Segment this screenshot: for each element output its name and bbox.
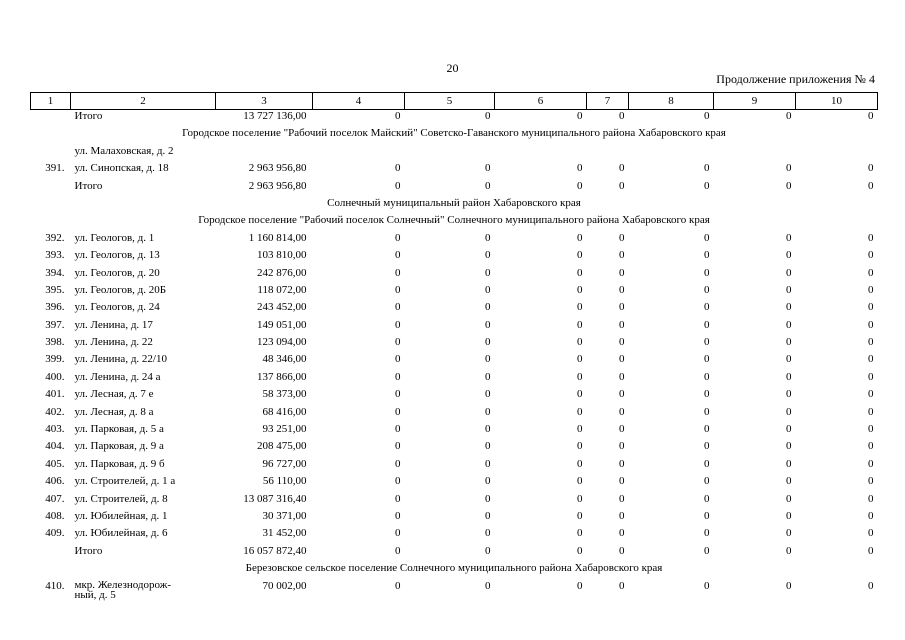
address-cell: ул. Юбилейная, д. 1 [74,509,168,522]
value-cell [495,145,587,162]
value-cell: 0 [619,283,625,296]
value-cell [405,145,495,162]
value-cell: 0 [485,336,491,349]
value-cell: 0 [577,266,583,279]
section-heading: Городское поселение "Рабочий поселок Солнечный" Солнечного муниципального района Хабаровского края [198,214,710,227]
table-row [31,371,878,388]
table-row [31,458,878,475]
address-cell: Итого [74,110,103,122]
table-row [31,319,878,336]
amount-cell: 1 160 814,00 [248,231,307,244]
row-number: 391. [45,162,65,175]
table-row [31,162,878,179]
value-cell: 0 [786,457,792,470]
value-cell: 0 [868,509,874,522]
value-cell: 0 [786,318,792,331]
table-row [31,493,878,510]
value-cell: 0 [704,457,710,470]
value-cell: 0 [395,283,401,296]
value-cell: 0 [786,492,792,505]
address-cell: Итого [74,179,103,192]
value-cell: 0 [868,266,874,279]
table-row [31,284,878,301]
address-cell: ул. Парковая, д. 9 а [74,440,164,453]
value-cell: 0 [786,162,792,175]
value-cell: 0 [619,423,625,436]
value-cell: 0 [577,249,583,262]
row-number: 398. [45,336,65,349]
value-cell: 0 [786,509,792,522]
amount-cell: 48 346,00 [262,353,307,366]
value-cell: 0 [786,283,792,296]
section-heading: Городское поселение "Рабочий поселок Майский" Советско-Гаванского муниципального района Хабаровского края [182,127,726,140]
value-cell: 0 [485,283,491,296]
value-cell: 0 [577,110,583,122]
value-cell: 0 [577,492,583,505]
value-cell: 0 [868,353,874,366]
value-cell: 0 [395,544,401,557]
value-cell: 0 [395,249,401,262]
value-cell: 0 [395,336,401,349]
value-cell: 0 [704,249,710,262]
table-row [31,267,878,284]
table-row [31,475,878,492]
value-cell: 0 [485,579,491,592]
section-heading-row [31,197,878,214]
amount-cell: 93 251,00 [262,423,307,436]
amount-cell: 16 057 872,40 [243,544,307,557]
row-number: 394. [45,266,65,279]
value-cell: 0 [577,388,583,401]
amount-cell [216,145,313,162]
table-row [31,353,878,370]
value-cell: 0 [619,231,625,244]
table-row [31,301,878,318]
value-cell: 0 [868,388,874,401]
row-number [31,545,71,562]
value-cell: 0 [577,457,583,470]
table-row [31,232,878,249]
table-row [31,336,878,353]
value-cell: 0 [868,457,874,470]
value-cell: 0 [619,318,625,331]
value-cell: 0 [485,405,491,418]
value-cell: 0 [485,301,491,314]
value-cell: 0 [786,179,792,192]
value-cell: 0 [704,283,710,296]
value-cell: 0 [485,162,491,175]
value-cell: 0 [577,423,583,436]
value-cell: 0 [619,544,625,557]
address-cell: ул. Геологов, д. 24 [74,301,160,314]
header-cell: 10 [796,93,878,110]
value-cell: 0 [577,231,583,244]
value-cell: 0 [485,492,491,505]
row-number [31,110,71,128]
amount-cell: 13 087 316,40 [243,492,307,505]
value-cell [629,145,714,162]
table-row [31,388,878,405]
value-cell: 0 [395,266,401,279]
value-cell: 0 [704,492,710,505]
value-cell: 0 [704,266,710,279]
value-cell: 0 [485,231,491,244]
value-cell: 0 [395,231,401,244]
value-cell: 0 [577,162,583,175]
table-row [31,510,878,527]
table-row [31,527,878,544]
header-cell: 4 [313,93,405,110]
address-cell: ул. Лесная, д. 7 е [74,388,154,401]
value-cell: 0 [619,509,625,522]
value-cell: 0 [395,509,401,522]
section-heading: Солнечный муниципальный район Хабаровского края [327,196,581,209]
value-cell: 0 [619,579,625,592]
value-cell: 0 [485,527,491,540]
value-cell: 0 [786,266,792,279]
value-cell: 0 [485,457,491,470]
amount-cell: 103 810,00 [257,249,307,262]
amount-cell: 118 072,00 [257,283,307,296]
amount-cell: 242 876,00 [257,266,307,279]
row-number [31,145,71,162]
value-cell: 0 [786,440,792,453]
value-cell: 0 [786,544,792,557]
row-number: 392. [45,231,65,244]
value-cell: 0 [868,283,874,296]
value-cell: 0 [704,301,710,314]
row-number: 396. [45,301,65,314]
value-cell: 0 [485,353,491,366]
section-heading: Березовское сельское поселение Солнечного муниципального района Хабаровского края [245,562,663,575]
value-cell: 0 [619,388,625,401]
address-cell: ул. Ленина, д. 24 а [74,370,161,383]
value-cell: 0 [868,301,874,314]
amount-cell: 123 094,00 [257,336,307,349]
amount-cell: 243 452,00 [257,301,307,314]
value-cell: 0 [485,423,491,436]
row-number: 407. [45,492,65,505]
row-number: 393. [45,249,65,262]
row-number: 400. [45,370,65,383]
header-cell: 7 [587,93,629,110]
address-cell: ул. Строителей, д. 8 [74,492,168,505]
value-cell: 0 [619,457,625,470]
value-cell: 0 [485,266,491,279]
value-cell: 0 [868,179,874,192]
header-cell: 8 [629,93,714,110]
row-number: 405. [45,457,65,470]
value-cell: 0 [704,162,710,175]
value-cell: 0 [395,301,401,314]
value-cell: 0 [577,283,583,296]
value-cell: 0 [868,527,874,540]
value-cell: 0 [868,492,874,505]
amount-cell: 208 475,00 [257,440,307,453]
table-row [31,180,878,197]
value-cell: 0 [868,318,874,331]
value-cell: 0 [704,527,710,540]
value-cell: 0 [704,423,710,436]
value-cell: 0 [395,370,401,383]
value-cell: 0 [786,231,792,244]
address-cell: ул. Ленина, д. 22 [74,336,153,349]
value-cell: 0 [704,231,710,244]
address-cell: ул. Лесная, д. 8 а [74,405,154,418]
value-cell: 0 [485,388,491,401]
value-cell: 0 [704,318,710,331]
value-cell: 0 [577,475,583,488]
value-cell: 0 [704,405,710,418]
row-number: 406. [45,475,65,488]
value-cell: 0 [395,353,401,366]
value-cell: 0 [577,353,583,366]
row-number: 395. [45,283,65,296]
address-cell: ул. Парковая, д. 9 б [74,457,165,470]
amount-cell: 68 416,00 [262,405,307,418]
address-line-2: ный, д. 5 [74,588,116,601]
value-cell: 0 [577,509,583,522]
value-cell: 0 [704,475,710,488]
value-cell: 0 [868,405,874,418]
row-number: 402. [45,405,65,418]
value-cell: 0 [395,475,401,488]
address-cell: ул. Ленина, д. 22/10 [74,353,167,366]
address-cell: ул. Синопская, д. 18 [74,162,169,175]
value-cell: 0 [786,579,792,592]
section-heading-row [31,214,878,231]
header-cell: 1 [31,93,71,110]
table-row [31,580,878,600]
amount-cell: 58 373,00 [262,388,307,401]
value-cell: 0 [704,509,710,522]
value-cell: 0 [619,492,625,505]
value-cell: 0 [704,388,710,401]
value-cell: 0 [786,353,792,366]
value-cell: 0 [577,544,583,557]
value-cell: 0 [395,388,401,401]
table-row [31,249,878,266]
value-cell: 0 [786,475,792,488]
row-number: 410. [45,579,65,592]
value-cell: 0 [577,579,583,592]
value-cell: 0 [395,492,401,505]
value-cell: 0 [619,353,625,366]
value-cell: 0 [868,423,874,436]
value-cell: 0 [786,249,792,262]
value-cell: 0 [868,110,874,122]
value-cell: 0 [786,388,792,401]
continuation-caption: Продолжение приложения № 4 [716,72,875,86]
value-cell: 0 [395,457,401,470]
value-cell: 0 [395,405,401,418]
header-cell: 2 [71,93,216,110]
header-cell: 5 [405,93,495,110]
value-cell: 0 [485,440,491,453]
value-cell: 0 [619,162,625,175]
table-header-row [31,93,878,110]
value-cell: 0 [619,405,625,418]
header-cell: 6 [495,93,587,110]
address-cell: ул. Геологов, д. 20Б [74,283,167,296]
value-cell: 0 [395,579,401,592]
value-cell: 0 [619,301,625,314]
value-cell: 0 [395,527,401,540]
row-number [31,180,71,197]
value-cell: 0 [619,475,625,488]
address-cell: ул. Геологов, д. 1 [74,231,155,244]
amount-cell: 31 452,00 [262,527,307,540]
value-cell: 0 [868,544,874,557]
value-cell: 0 [619,440,625,453]
value-cell: 0 [786,405,792,418]
value-cell: 0 [704,544,710,557]
value-cell: 0 [485,544,491,557]
value-cell: 0 [485,110,491,122]
amount-cell: 96 727,00 [262,457,307,470]
amount-cell: 137 866,00 [257,370,307,383]
value-cell: 0 [704,110,710,122]
value-cell: 0 [868,231,874,244]
value-cell: 0 [395,423,401,436]
amount-cell: 149 051,00 [257,318,307,331]
value-cell: 0 [619,527,625,540]
address-cell [71,580,216,600]
value-cell: 0 [786,110,792,122]
value-cell: 0 [395,440,401,453]
value-cell: 0 [704,179,710,192]
row-number: 401. [45,388,65,401]
amount-cell: 56 110,00 [262,475,307,488]
value-cell: 0 [577,336,583,349]
address-cell: ул. Юбилейная, д. 6 [74,527,168,540]
value-cell: 0 [704,336,710,349]
value-cell: 0 [868,370,874,383]
value-cell: 0 [577,370,583,383]
value-cell: 0 [619,370,625,383]
table-row [31,406,878,423]
page-number: 20 [446,61,459,75]
value-cell: 0 [786,527,792,540]
value-cell: 0 [704,579,710,592]
value-cell: 0 [619,179,625,192]
table-row [31,423,878,440]
value-cell: 0 [868,579,874,592]
value-cell: 0 [395,110,401,122]
value-cell: 0 [395,179,401,192]
amount-cell: 30 371,00 [262,509,307,522]
value-cell: 0 [577,318,583,331]
value-cell: 0 [868,440,874,453]
address-cell: ул. Геологов, д. 13 [74,249,160,262]
row-number: 399. [45,353,65,366]
value-cell: 0 [485,179,491,192]
header-cell: 9 [714,93,796,110]
table-row [31,145,878,162]
amount-cell: 70 002,00 [262,579,307,592]
value-cell [313,145,405,162]
value-cell: 0 [619,336,625,349]
value-cell: 0 [577,405,583,418]
value-cell: 0 [868,336,874,349]
data-table [30,92,878,600]
row-number: 409. [45,527,65,540]
value-cell: 0 [485,318,491,331]
value-cell: 0 [395,318,401,331]
address-cell: ул. Геологов, д. 20 [74,266,160,279]
row-number: 404. [45,440,65,453]
value-cell: 0 [704,370,710,383]
row-number: 397. [45,318,65,331]
value-cell: 0 [485,370,491,383]
value-cell: 0 [786,370,792,383]
value-cell: 0 [577,527,583,540]
section-heading-row [31,562,878,579]
value-cell: 0 [577,179,583,192]
section-heading-row [31,127,878,144]
value-cell: 0 [704,440,710,453]
value-cell: 0 [786,301,792,314]
amount-cell: 13 727 136,00 [243,110,307,122]
value-cell: 0 [619,110,625,122]
value-cell: 0 [485,249,491,262]
address-cell: ул. Парковая, д. 5 а [74,423,164,436]
value-cell: 0 [395,162,401,175]
value-cell: 0 [704,353,710,366]
value-cell: 0 [485,475,491,488]
value-cell: 0 [786,423,792,436]
header-cell: 3 [216,93,313,110]
value-cell: 0 [577,301,583,314]
row-number: 408. [45,509,65,522]
value-cell: 0 [619,266,625,279]
value-cell: 0 [485,509,491,522]
row-number: 403. [45,423,65,436]
value-cell [714,145,796,162]
amount-cell: 2 963 956,80 [248,179,307,192]
value-cell [796,145,878,162]
table-row [31,440,878,457]
table-row [31,110,878,128]
value-cell: 0 [868,162,874,175]
address-cell: ул. Ленина, д. 17 [74,318,153,331]
address-line-1: мкр. Железнодорож- [74,578,171,591]
value-cell: 0 [577,440,583,453]
table-row [31,545,878,562]
value-cell: 0 [868,249,874,262]
value-cell: 0 [786,336,792,349]
value-cell [587,145,629,162]
amount-cell: 2 963 956,80 [248,162,307,175]
value-cell: 0 [868,475,874,488]
address-cell: Итого [74,544,103,557]
address-cell: ул. Строителей, д. 1 а [74,475,176,488]
address-cell: ул. Малаховская, д. 2 [74,144,174,157]
value-cell: 0 [619,249,625,262]
